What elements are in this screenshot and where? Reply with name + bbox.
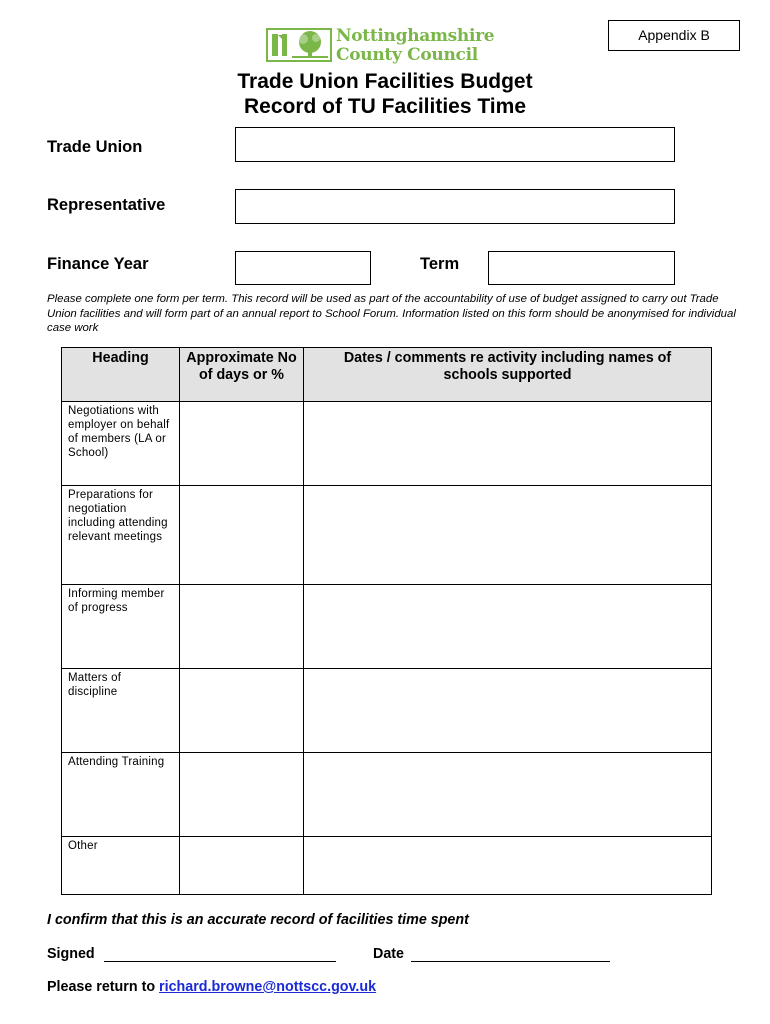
row-heading: Preparations for negotiation including attending relevant meetings (62, 486, 180, 585)
appendix-label: Appendix B (608, 20, 740, 51)
table-row (62, 669, 712, 753)
days-cell[interactable] (180, 669, 304, 753)
council-crest-icon (266, 25, 332, 65)
return-email-link[interactable]: richard.browne@nottscc.gov.uk (159, 979, 377, 995)
comments-cell[interactable] (304, 837, 712, 895)
facilities-time-table (61, 347, 712, 895)
table-row (62, 486, 712, 585)
signed-label: Signed (47, 946, 95, 962)
table-row (62, 402, 712, 486)
representative-label: Representative (47, 196, 166, 214)
trade-union-label: Trade Union (47, 138, 143, 156)
header-comments: Dates / comments re activity including names of schools supported (304, 348, 712, 402)
table-row (62, 753, 712, 837)
comments-cell[interactable] (304, 669, 712, 753)
finance-year-label: Finance Year (47, 255, 149, 273)
days-cell[interactable] (180, 402, 304, 486)
council-logo (266, 25, 506, 65)
form-title-line1: Trade Union Facilities Budget (237, 70, 533, 93)
trade-union-field[interactable] (235, 127, 675, 162)
days-cell[interactable] (180, 753, 304, 837)
row-heading: Matters of discipline (62, 669, 180, 753)
row-heading: Other (62, 837, 180, 895)
date-label: Date (373, 946, 404, 962)
header-days: Approximate No of days or % (180, 348, 304, 402)
logo-text-line1: Nottinghamshire (336, 26, 495, 46)
confirm-statement: I confirm that this is an accurate record of facilities time spent (47, 912, 469, 928)
comments-cell[interactable] (304, 753, 712, 837)
representative-field[interactable] (235, 189, 675, 224)
days-cell[interactable] (180, 585, 304, 669)
logo-text-line2: County Council (336, 45, 478, 65)
row-heading: Negotiations with employer on behalf of members (LA or School) (62, 402, 180, 486)
instructions-note: Please complete one form per term. This record will be used as part of the accountability of use of budget assigned to carry out Trade Union facilities and will form part of an annual report to School Forum. Information listed on this form should be anonymised for individual case work (47, 293, 736, 334)
return-prefix: Please return to (47, 979, 156, 995)
form-title-line2: Record of TU Facilities Time (243, 95, 526, 118)
finance-year-field[interactable] (235, 251, 371, 285)
days-cell[interactable] (180, 486, 304, 585)
days-cell[interactable] (180, 837, 304, 895)
comments-cell[interactable] (304, 585, 712, 669)
term-label: Term (420, 255, 460, 273)
return-instruction (47, 979, 376, 995)
comments-cell[interactable] (304, 402, 712, 486)
row-heading: Attending Training (62, 753, 180, 837)
table-row (62, 837, 712, 895)
signature-line[interactable] (104, 961, 336, 962)
term-field[interactable] (488, 251, 675, 285)
date-line[interactable] (411, 961, 610, 962)
comments-cell[interactable] (304, 486, 712, 585)
table-row (62, 585, 712, 669)
header-heading: Heading (62, 348, 180, 402)
row-heading: Informing member of progress (62, 585, 180, 669)
table-header-row (62, 348, 712, 402)
